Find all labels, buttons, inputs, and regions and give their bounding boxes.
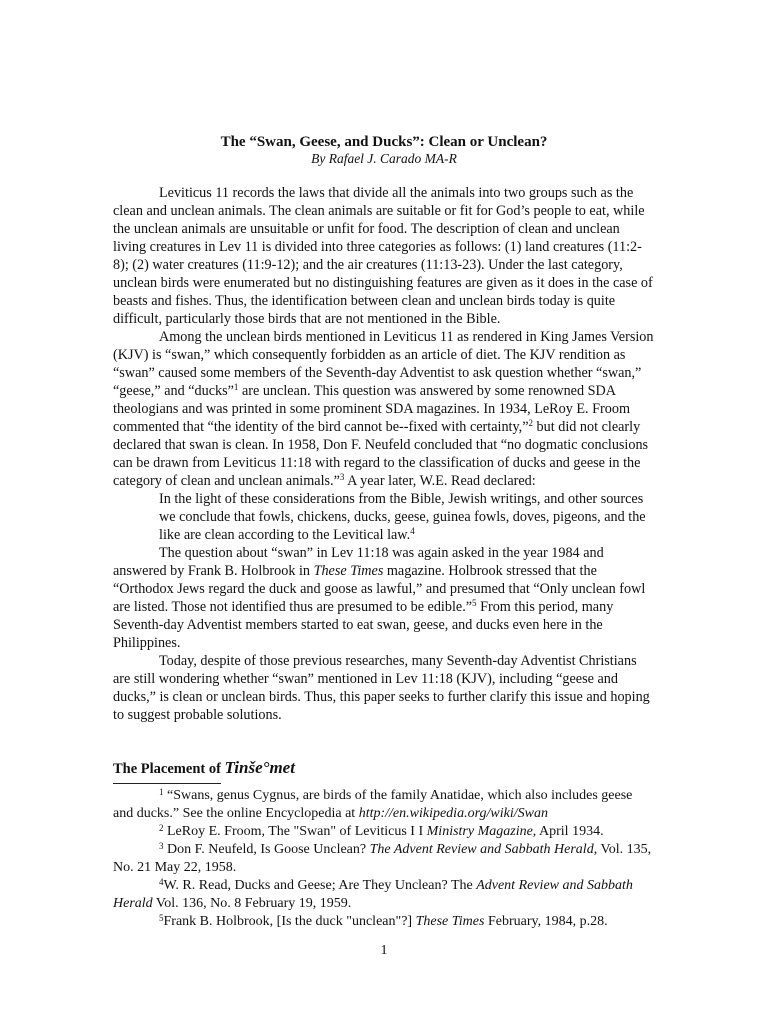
footnote-2-italic: Ministry Magazine: [426, 824, 533, 839]
footnote-4-italic: Advent Review and Sabbath Herald: [113, 878, 633, 911]
footnote-5-italic: These Times: [415, 914, 485, 929]
footnote-5-text-b: February, 1984, p.28.: [484, 914, 608, 929]
footnote-3-number: 3: [159, 841, 164, 851]
footnote-2: [113, 823, 656, 841]
footnote-3-italic: The Advent Review and Sabbath Herald: [369, 842, 594, 857]
paragraph-4: Today, despite of those previous researches, many Seventh-day Adventist Christians are still wondering whether “swan” mentioned in Lev 11:18 (KJV), including “geese and ducks,” is clean or unclean birds. Thus, this paper seeks to further clarify this issue and hoping to suggest probable solutions.: [113, 653, 650, 723]
paragraph-3-text-c: From this period, many Seventh-day Adventist members started to eat swan, geese, and ducks even here in the Philippines.: [113, 599, 614, 651]
block-quote-text: In the light of these considerations from the Bible, Jewish writings, and other sources we conclude that fowls, chickens, ducks, geese, guinea fowls, doves, pigeons, and the like are clean according to the Levitical law.: [159, 491, 646, 543]
document-title: The “Swan, Geese, and Ducks”: Clean or Unclean?: [220, 134, 548, 150]
section-heading-term: Tinše°met: [224, 758, 295, 777]
paragraph-2-text-a: Among the unclean birds mentioned in Leviticus 11 as rendered in King James Version (KJV) is “swan,” which consequently forbidden as an article of diet. The KJV rendition as “swan” caused some members of the Seventh-day Adventist to ask question whether “swan,” “geese,” and “ducks”: [113, 329, 654, 399]
footnote-3-text-a: Don F. Neufeld, Is Goose Unclean?: [163, 842, 370, 857]
footnote-5-text-a: Frank B. Holbrook, [Is the duck "unclean"?]: [163, 914, 416, 929]
footnote-ref-5[interactable]: 5: [472, 598, 477, 608]
footnote-ref-4[interactable]: 4: [410, 526, 415, 536]
footnote-4-text-b: Vol. 136, No. 8 February 19, 1959.: [152, 896, 352, 911]
footnote-ref-2[interactable]: 2: [528, 418, 533, 428]
footnote-2-text-a: LeRoy E. Froom, The "Swan" of Leviticus I I: [163, 824, 427, 839]
footnote-separator: [113, 783, 221, 784]
block-quote: [159, 490, 656, 544]
footnote-4-text-a: W. R. Read, Ducks and Geese; Are They Unclean? The: [163, 878, 477, 893]
paragraph-1: Leviticus 11 records the laws that divide all the animals into two groups such as the clean and unclean animals. The clean animals are suitable or fit for God’s people to eat, while the unclean animals are unsuitable or unfit for food. The description of clean and unclean living creatures in Lev 11 is divided into three categories as follows: (1) land creatures (11:2-8); (2) water creatures (11:9-12); and the air creatures (11:13-23). Under the last category, unclean birds were enumerated but no distinguishing features are given as it does in the case of beasts and fishes. Thus, the identification between clean and unclean birds today is quite difficult, particularly those birds that are not mentioned in the Bible.: [113, 185, 653, 327]
footnote-1-link[interactable]: http://en.wikipedia.org/wiki/Swan: [358, 806, 548, 821]
paragraph-2: [113, 328, 656, 490]
footnote-5: [113, 913, 656, 931]
paragraph-3-text-a: The question about “swan” in Lev 11:18 was again asked in the year 1984 and answered by Frank B. Holbrook in: [113, 545, 604, 579]
page-number: 1: [380, 943, 388, 958]
footnotes: [113, 787, 656, 931]
footnote-3: [113, 841, 656, 877]
paragraph-2-text-d: A year later, W.E. Read declared:: [344, 473, 536, 489]
footnote-2-number: 2: [159, 823, 164, 833]
paragraph-3-text-b: magazine. Holbrook stressed that the “Orthodox Jews regard the duck and goose as lawful,” and presumed that “Only unclean fowl are listed. Those not identified thus are presumed to be edible.”: [113, 563, 646, 615]
footnote-3-text-b: , Vol. 135, No. 21 May 22, 1958.: [113, 842, 652, 875]
paragraph-2-text-c: but did not clearly declared that swan is clean. In 1958, Don F. Neufeld concluded that “no dogmatic conclusions can be drawn from Leviticus 11:18 with regard to the classification of ducks and geese in the category of clean and unclean animals.”: [113, 419, 649, 489]
paragraph-3: [113, 544, 656, 652]
paragraph-2-text-b: are unclean. This question was answered by some renowned SDA theologians and was printed in some prominent SDA magazines. In 1934, LeRoy E. Froom commented that “the identity of the bird cannot be--fixed with certainty,”: [113, 383, 630, 435]
footnote-1-number: 1: [159, 787, 164, 797]
section-heading: [113, 758, 295, 779]
footnote-ref-3[interactable]: 3: [339, 472, 345, 482]
section-heading-text: The Placement of: [113, 761, 225, 777]
footnote-1-text-a: “Swans, genus Cygnus, are birds of the family Anatidae, which also includes geese and ducks.” See the online Encyclopedia at: [113, 788, 633, 821]
footnote-ref-1[interactable]: 1: [233, 382, 239, 392]
footnote-1: [113, 787, 656, 823]
footnote-4: [113, 877, 656, 913]
document-author: By Rafael J. Carado MA-R: [311, 151, 457, 166]
footnote-4-number: 4: [159, 877, 164, 887]
footnote-5-number: 5: [159, 913, 164, 923]
paragraph-3-italic: These Times: [313, 563, 384, 579]
footnote-2-text-b: , April 1934.: [532, 824, 604, 839]
document-body: [113, 184, 656, 724]
